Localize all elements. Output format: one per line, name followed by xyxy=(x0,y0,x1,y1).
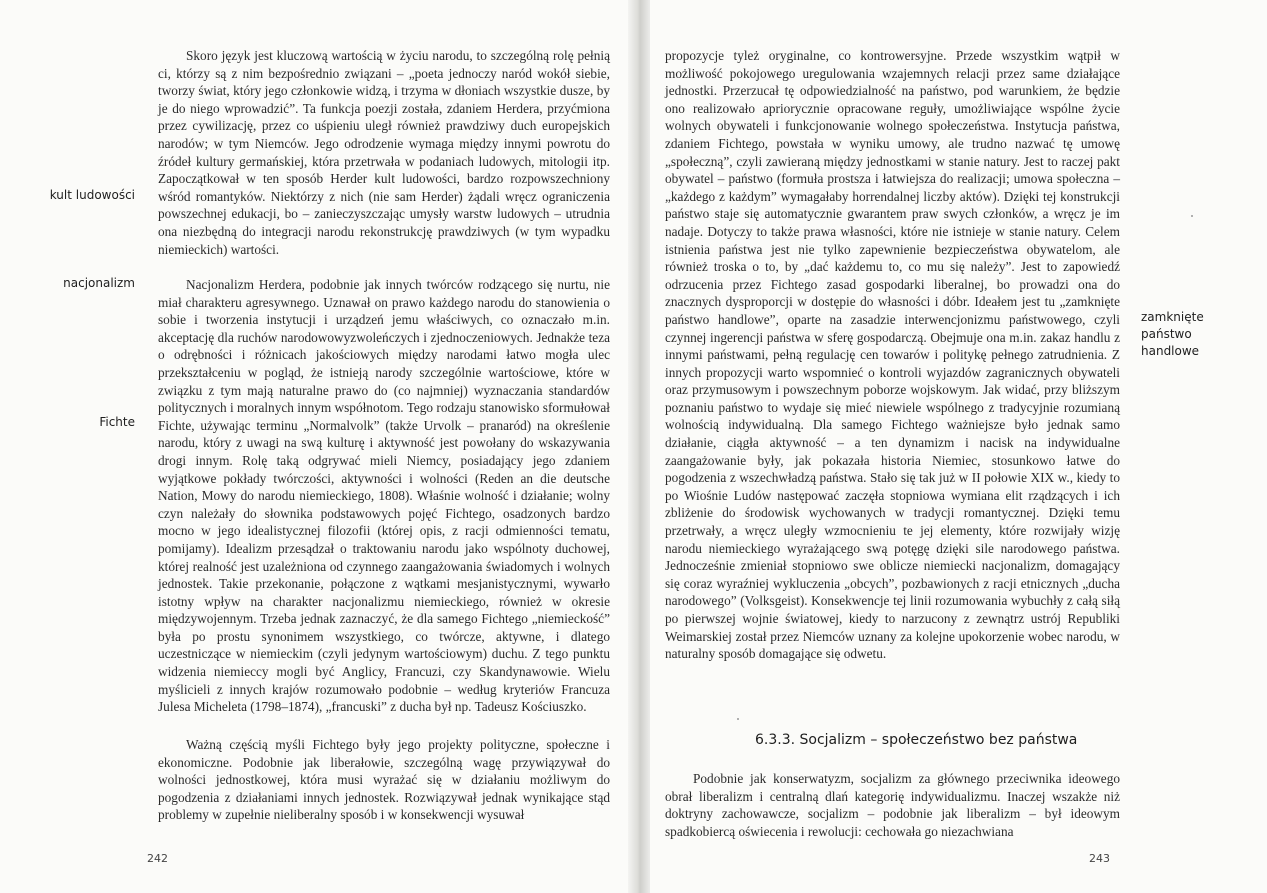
paragraph-herder-language: Skoro język jest kluczową wartością w życiu narodu, to szczególną rolę pełnią ci, którzy są z nim bezpośrednio związani – „poeta jednoczy naród wokół siebie, tworzy świat, który jego członkowie widzą, i trzyma w dłoniach wszystkie dusze, by je do niego wprowadzić”. Ta funkcja poezji została, zdaniem Herdera, przyćmiona przez cywilizację, przez co uśpieniu uległ również prawdziwy duch europejskich narodów; w tym Niemców. Jego odrodzenie wymaga między innymi powrotu do źródeł kultury germańskiej, która przetrwała w podaniach ludowych, mitologii itp. Zapoczątkował w ten sposób Herder kult ludowości, bardzo rozpowszechniony wśród romantyków. Niektórzy z nich (nie sam Herder) żądali wręcz ograniczenia powszechnej edukacji, bo – zanieczyszczając umysły warstw ludowych – utrudnia ona niezbędną do integracji narodu rekonstrukcję prawdziwych (w tym wypadku niemieckich) wartości. xyxy=(158,48,610,257)
scan-speck xyxy=(1191,215,1193,217)
margin-note-nacjonalizm: nacjonalizm xyxy=(63,276,135,290)
margin-note-panstwo: państwo xyxy=(1141,327,1192,341)
book-gutter xyxy=(628,0,650,893)
paragraph-socialism: Podobnie jak konserwatyzm, socjalizm za głównego przeciwnika ideowego obrał liberalizm i centralną dlań kategorię indywidualizmu. Inaczej wszakże niż doktryny zachowawcze, socjalizm – podobnie jak liberalizm – był ideowym spadkobiercą oświecenia i rewolucji: cechowała go niezachwiana xyxy=(665,771,1120,839)
section-heading: 6.3.3. Socjalizm – społeczeństwo bez państwa xyxy=(755,732,1078,748)
margin-note-handlowe: handlowe xyxy=(1141,344,1200,358)
scan-speck xyxy=(737,718,739,720)
paragraph-fichte-projects: Ważną częścią myśli Fichtego były jego projekty polityczne, społeczne i ekonomiczne. Podobnie jak liberałowie, szczególną wagę przywiązywał do wolności jednostkowej, która musi wyrażać się w działaniu możliwym do pogodzenia z działaniami innych jednostek. Rozwiązywał jednak wynikające stąd problemy w zupełnie nieliberalny sposób i w konsekwencji wysuwał xyxy=(158,737,610,823)
margin-note-kult-ludowosci: kult ludowości xyxy=(49,188,135,202)
right-page xyxy=(650,0,1267,893)
left-page xyxy=(0,0,628,893)
page-number-left: 242 xyxy=(147,852,168,865)
paragraph-herder-nationalism: Nacjonalizm Herdera, podobnie jak innych twórców rodzącego się nurtu, nie miał charakteru agresywnego. Uznawał on prawo każdego narodu do stanowienia o sobie i tworzenia instytucji i urządzeń jemu właściwych, co oznaczało m.in. akceptację dla ruchów narodowowyzwoleńczych i zjednoczeniowych. Jednakże teza o odrębności i różnicach jakościowych między narodami łatwo mogła ulec przekształceniu w pogląd, że istnieją narody szczególnie wartościowe, które w związku z tym mają naturalne prawo do (co najmniej) wyznaczania standardów politycznych i moralnych innym współnotom. Tego rodzaju stanowisko sformułował Fichte, używając terminu „Normalvolk” (także Urvolk – pranaród) na określenie narodu, który z uwagi na swą kulturę i aktywność jest powołany do wskazywania drogi innym. Rolę taką odgrywać mieli Niemcy, posiadający jego zdaniem wyjątkowe pokłady twórczości, aktywności i wolności (Reden an die deutsche Nation, Mowy do narodu niemieckiego, 1808). Właśnie wolność i działanie; wolny czyn należały do słownika podstawowych pojęć Fichtego, osadzonych bardzo mocno w jego idealistycznej filozofii (której opis, z racji odmienności tematu, pomijamy). Idealizm przesądzał o traktowaniu narodu jako wspólnoty duchowej, której realność jest uzależniona od czynnego zaangażowania świadomych i wolnych jednostek. Takie przekonanie, połączone z wątkami mesjanistycznymi, wywarło istotny wpływ na charakter nacjonalizmu niemieckiego, również w okresie międzywojennym. Trzeba jednak zaznaczyć, że dla samego Fichtego „niemieckość” była po prostu synonimem wszystkiego, co twórcze, aktywne, i dlatego uczestniczące w niemieckim (czyli jedynym wartościowym) duchu. Z tego punktu widzenia niemieccy mogli być Anglicy, Francuzi, czy Skandynawowie. Wielu myślicieli z innych krajów rozumowało podobnie – według kryteriów Francuza Julesa Micheleta (1798–1874), „francuski” z ducha był np. Tadeusz Kościuszko. xyxy=(158,277,610,715)
margin-note-fichte: Fichte xyxy=(99,415,135,429)
margin-note-zamkniete: zamknięte xyxy=(1141,310,1204,324)
page-number-right: 243 xyxy=(1089,852,1110,865)
paragraph-fichte-state: propozycje tyleż oryginalne, co kontrowersyjne. Przede wszystkim wątpił w możliwość pokojowego uregulowania wzajemnych relacji przez same działające jednostki. Przerzucał tę odpowiedzialność na państwo, pod warunkiem, że będzie ono realizowało apriorycznie opracowane reguły, umożliwiające wspólne życie wolnych obywateli i funkcjonowanie wolnego społeczeństwa. Instytucja państwa, zdaniem Fichtego, powstała w wyniku umowy, ale trudno nazwać tę umowę „społeczną”, czyli zawieraną między jednostkami w stanie natury. Jest to raczej pakt obywatel – państwo (formuła prostsza i łatwiejsza do realizacji; umowa społeczna – „każdego z każdym” wymagałaby horrendalnej liczby aktów). Dzięki tej konstrukcji państwo staje się automatycznie gwarantem praw swych członków, a wręcz je im nadaje. Dotyczy to także prawa własności, które nie istnieje w stanie natury. Celem istnienia państwa jest nie tylko zapewnienie bezpieczeństwa obywatelom, ale również troska o to, by „dać każdemu to, co mu się należy”. Jest to zapowiedź odrzucenia przez Fichtego zasad gospodarki liberalnej, bo prowadzi ona do znacznych dysproporcji w dostępie do własności i dóbr. Ideałem jest tu „zamknięte państwo handlowe”, oparte na zasadzie interwencjonizmu państwowego, czyli czynnej ingerencji państwa w sferę gospodarczą. Obejmuje ona m.in. zakaz handlu z innymi państwami, pełną regulację cen towarów i politykę pełnego zatrudnienia. Z innych propozycji warto wspomnieć o kontroli wyjazdów zagranicznych obywateli oraz przymusowym i powszechnym poborze wojskowym. Jak widać, przy bliższym poznaniu państwo to wydaje się mieć niewiele wspólnego z tradycyjnie rozumianą wolnością indywidualną. Dla samego Fichtego ważniejsze było jednak samo działanie, ciągła aktywność – a ten dynamizm i nacisk na indywidualne zaangażowanie były, jak pokazała historia Niemiec, stosunkowo łatwe do pogodzenia z wszechwładzą państwa. Stało się tak już w II połowie XIX w., kiedy to po Wiośnie Ludów następować zaczęła stopniowa wymiana elit rządzących i ich zbliżenie do środowisk wychowanych w tradycji romantycznej. Dzięki temu przetrwały, a wręcz uległy wzmocnieniu te jej elementy, które rozwijały wizję narodu niemieckiego wyrażającego swą potęgę dzięki sile narodowego państwa. Jednocześnie zmieniał stopniowo swe oblicze niemiecki nacjonalizm, domagający się coraz wyraźniej wykluczenia „obcych”, pozbawionych z racji etnicznych „ducha narodowego” (Volksgeist). Konsekwencje tej linii rozumowania wybuchły z całą siłą po pierwszej wojnie światowej, kiedy to narzucony z zewnątrz ustrój Republiki Weimarskiej został przez Niemców uznany za kolejne upokorzenie wobec narodu, w naturalny sposób domagające się odwetu. xyxy=(665,48,1120,662)
